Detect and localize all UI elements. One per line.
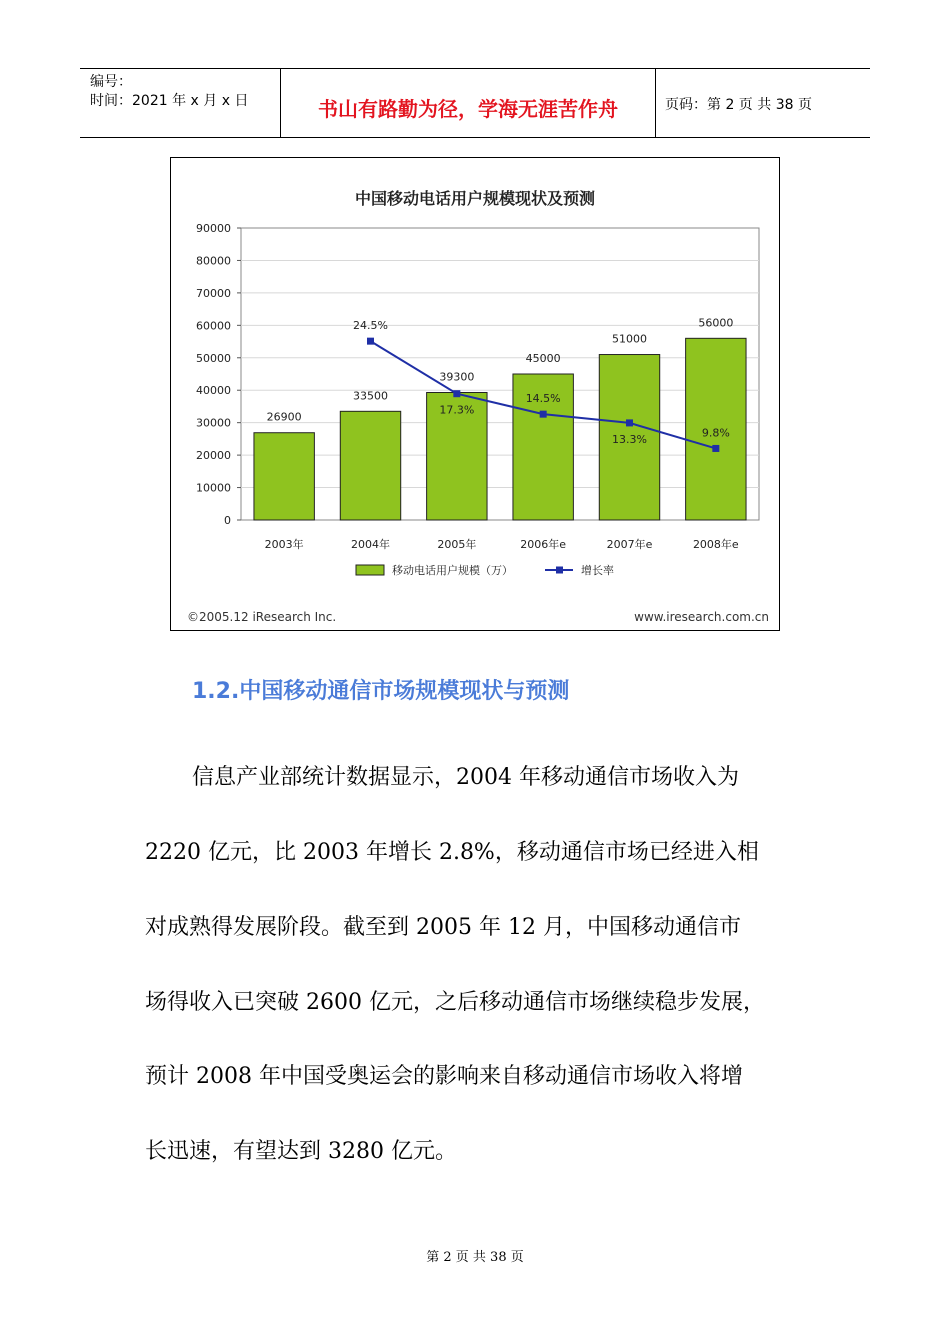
legend-bar-label: 移动电话用户规模（万） <box>392 564 513 577</box>
paragraph-line: 2220 亿元，比 2003 年增长 2.8%，移动通信市场已经进入相 <box>145 840 759 865</box>
bar-value-label: 26900 <box>266 410 302 424</box>
growth-point <box>712 445 719 452</box>
legend-line-label: 增长率 <box>581 564 614 577</box>
bar-value-label: 51000 <box>612 332 647 346</box>
chart-canvas <box>171 158 779 630</box>
bar-value-label: 56000 <box>698 316 734 330</box>
growth-label: 14.5% <box>525 392 561 406</box>
header-right-cell <box>655 69 870 137</box>
legend-bar-swatch <box>356 565 384 575</box>
y-tick-label: 20000 <box>196 449 231 463</box>
x-tick-label: 2003年 <box>264 538 304 551</box>
y-tick-label: 70000 <box>196 286 231 300</box>
x-tick-label: 2005年 <box>437 538 477 551</box>
header-middle-cell <box>280 69 656 137</box>
doc-date-label: 时间：2021 年 x 月 x 日 <box>90 93 249 109</box>
y-tick-label: 10000 <box>196 481 231 495</box>
growth-label: 13.3% <box>612 432 647 446</box>
growth-point <box>626 419 633 426</box>
bar-value-label: 45000 <box>525 352 561 365</box>
page-header <box>80 68 870 138</box>
paragraph-line: 预计 2008 年中国受奥运会的影响来自移动通信市场收入将增 <box>145 1064 743 1089</box>
bar-value-label: 33500 <box>353 389 388 403</box>
paragraph-line: 长迅速，有望达到 3280 亿元。 <box>145 1139 457 1164</box>
x-tick-label: 2004年 <box>351 538 390 551</box>
y-tick-label: 80000 <box>196 254 231 268</box>
paragraph-line: 对成熟得发展阶段。截至到 2005 年 12 月，中国移动通信市 <box>145 915 741 940</box>
header-left-cell <box>80 69 280 137</box>
y-tick-label: 90000 <box>196 222 231 235</box>
y-tick-label: 30000 <box>196 416 231 430</box>
legend-line-marker <box>556 567 563 574</box>
paragraph-line: 场得收入已突破 2600 亿元，之后移动通信市场继续稳步发展， <box>145 990 765 1015</box>
chart-figure <box>170 157 780 631</box>
doc-number-label: 编号： <box>90 74 132 90</box>
growth-point <box>540 411 547 418</box>
x-tick-label: 2007年e <box>606 538 653 551</box>
x-tick-label: 2006年e <box>520 538 567 551</box>
bar-value-label: 39300 <box>439 370 475 384</box>
x-tick-label: 2008年e <box>692 538 739 551</box>
bar <box>254 433 314 520</box>
paragraph-line: 信息产业部统计数据显示，2004 年移动通信市场收入为 <box>192 765 739 790</box>
growth-label: 9.8% <box>701 426 730 440</box>
growth-label: 24.5% <box>353 319 388 333</box>
page-footer: 第 2 页 共 38 页 <box>426 1250 524 1265</box>
y-tick-label: 60000 <box>196 319 231 333</box>
header-page-code: 页码：第 2 页 共 38 页 <box>665 97 812 113</box>
growth-point <box>367 338 374 345</box>
chart-title: 中国移动电话用户规模现状及预测 <box>354 189 595 208</box>
chart-source-right: www.iresearch.com.cn <box>634 610 769 624</box>
plot-area <box>241 228 759 520</box>
chart-source-left: ©2005.12 iResearch Inc. <box>187 610 337 624</box>
y-tick-label: 0 <box>224 514 231 527</box>
y-tick-label: 40000 <box>196 384 231 398</box>
y-tick-label: 50000 <box>196 351 231 365</box>
growth-label: 17.3% <box>439 403 475 417</box>
section-title: 1.2.中国移动通信市场规模现状与预测 <box>192 679 570 704</box>
header-motto: 书山有路勤为径，学海无涯苦作舟 <box>318 97 618 121</box>
bar <box>340 411 400 520</box>
growth-point <box>453 390 460 397</box>
